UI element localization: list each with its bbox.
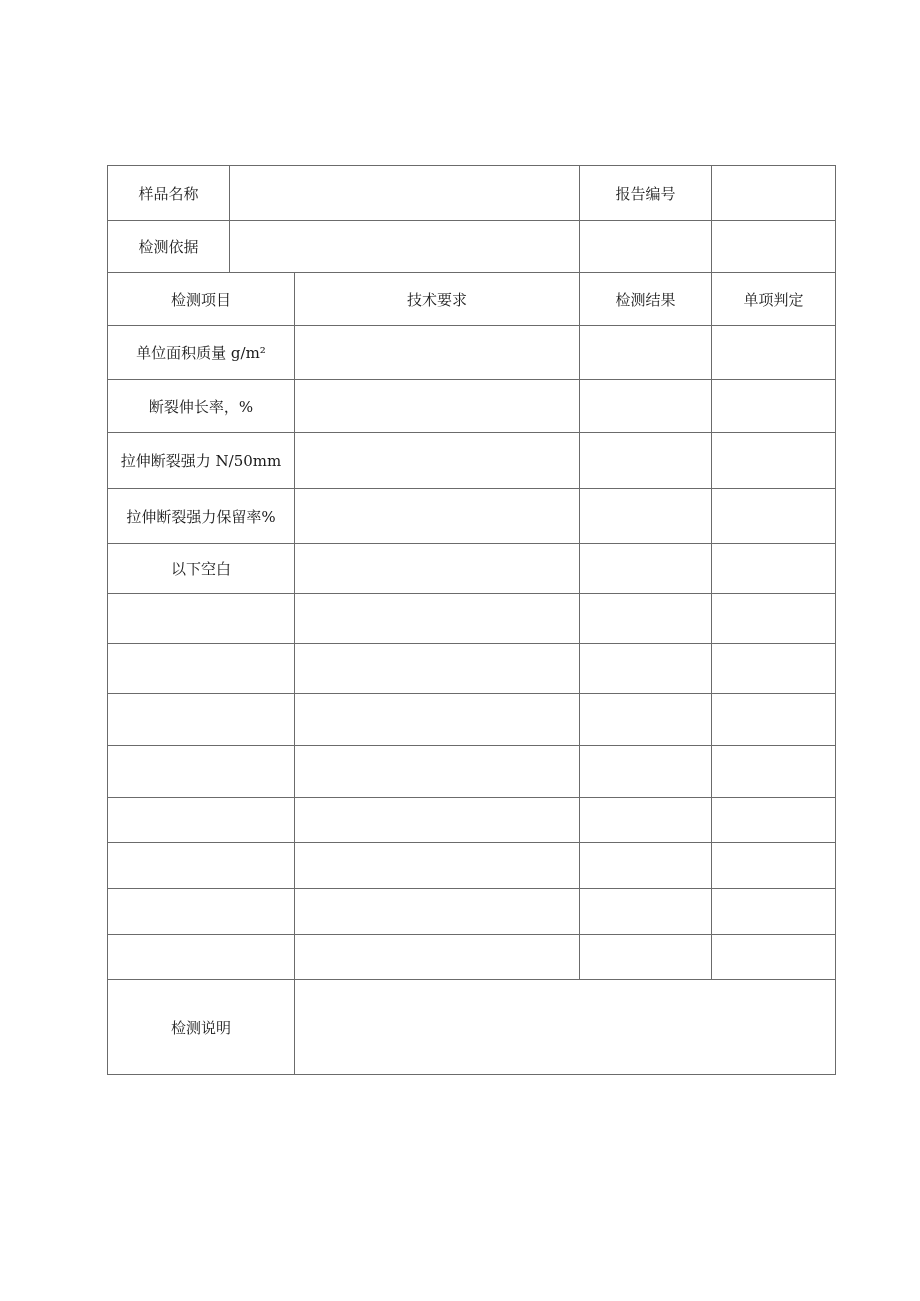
table-row [108, 380, 836, 433]
result-cell[interactable] [580, 380, 712, 433]
item-cell: 拉伸断裂强力保留率% [108, 489, 295, 544]
item-cell[interactable] [108, 644, 295, 694]
sample-name-label: 样品名称 [108, 166, 230, 221]
table-row [108, 433, 836, 489]
requirement-cell[interactable] [295, 489, 580, 544]
judgement-cell[interactable] [712, 694, 836, 746]
table-row [108, 746, 836, 798]
judgement-cell[interactable] [712, 935, 836, 980]
basis-value[interactable] [230, 221, 580, 273]
requirement-cell[interactable] [295, 843, 580, 889]
table-row [108, 935, 836, 980]
judgement-cell[interactable] [712, 843, 836, 889]
result-cell[interactable] [580, 935, 712, 980]
requirement-cell[interactable] [295, 798, 580, 843]
result-cell[interactable] [580, 433, 712, 489]
item-cell: 单位面积质量 g/m² [108, 326, 295, 380]
table-row [108, 798, 836, 843]
requirement-cell[interactable] [295, 746, 580, 798]
table-row [108, 594, 836, 644]
result-cell[interactable] [580, 746, 712, 798]
column-header-item: 检测项目 [108, 273, 295, 326]
table-row [108, 843, 836, 889]
notes-label: 检测说明 [108, 980, 295, 1075]
result-cell[interactable] [580, 694, 712, 746]
requirement-cell[interactable] [295, 433, 580, 489]
judgement-cell[interactable] [712, 433, 836, 489]
requirement-cell[interactable] [295, 694, 580, 746]
item-cell: 以下空白 [108, 544, 295, 594]
report-no-value[interactable] [712, 166, 836, 221]
item-cell: 拉伸断裂强力 N/50mm [108, 433, 295, 489]
requirement-cell[interactable] [295, 380, 580, 433]
judgement-cell[interactable] [712, 594, 836, 644]
table-row [108, 544, 836, 594]
basis-extra-cell-2[interactable] [712, 221, 836, 273]
result-cell[interactable] [580, 889, 712, 935]
requirement-cell[interactable] [295, 594, 580, 644]
requirement-cell[interactable] [295, 544, 580, 594]
judgement-cell[interactable] [712, 489, 836, 544]
report-no-label: 报告编号 [580, 166, 712, 221]
requirement-cell[interactable] [295, 935, 580, 980]
judgement-cell[interactable] [712, 889, 836, 935]
table-row [108, 889, 836, 935]
result-cell[interactable] [580, 489, 712, 544]
sample-name-row [108, 166, 836, 221]
item-cell[interactable] [108, 798, 295, 843]
result-cell[interactable] [580, 644, 712, 694]
requirement-cell[interactable] [295, 326, 580, 380]
judgement-cell[interactable] [712, 798, 836, 843]
result-cell[interactable] [580, 544, 712, 594]
judgement-cell[interactable] [712, 746, 836, 798]
item-cell[interactable] [108, 746, 295, 798]
table-row [108, 694, 836, 746]
judgement-cell[interactable] [712, 644, 836, 694]
item-cell[interactable] [108, 889, 295, 935]
basis-label: 检测依据 [108, 221, 230, 273]
item-cell: 断裂伸长率，% [108, 380, 295, 433]
table-row [108, 644, 836, 694]
item-cell[interactable] [108, 935, 295, 980]
column-header-requirement: 技术要求 [295, 273, 580, 326]
table-row [108, 326, 836, 380]
test-report-table [107, 165, 836, 1075]
result-cell[interactable] [580, 798, 712, 843]
item-cell[interactable] [108, 843, 295, 889]
item-cell[interactable] [108, 694, 295, 746]
basis-extra-cell-1[interactable] [580, 221, 712, 273]
judgement-cell[interactable] [712, 380, 836, 433]
column-header-result: 检测结果 [580, 273, 712, 326]
judgement-cell[interactable] [712, 326, 836, 380]
requirement-cell[interactable] [295, 644, 580, 694]
result-cell[interactable] [580, 326, 712, 380]
item-cell[interactable] [108, 594, 295, 644]
result-cell[interactable] [580, 594, 712, 644]
judgement-cell[interactable] [712, 544, 836, 594]
notes-value[interactable] [295, 980, 836, 1075]
result-cell[interactable] [580, 843, 712, 889]
requirement-cell[interactable] [295, 889, 580, 935]
column-header-judgement: 单项判定 [712, 273, 836, 326]
column-header-row [108, 273, 836, 326]
sample-name-value[interactable] [230, 166, 580, 221]
basis-row [108, 221, 836, 273]
notes-row [108, 980, 836, 1075]
table-row [108, 489, 836, 544]
